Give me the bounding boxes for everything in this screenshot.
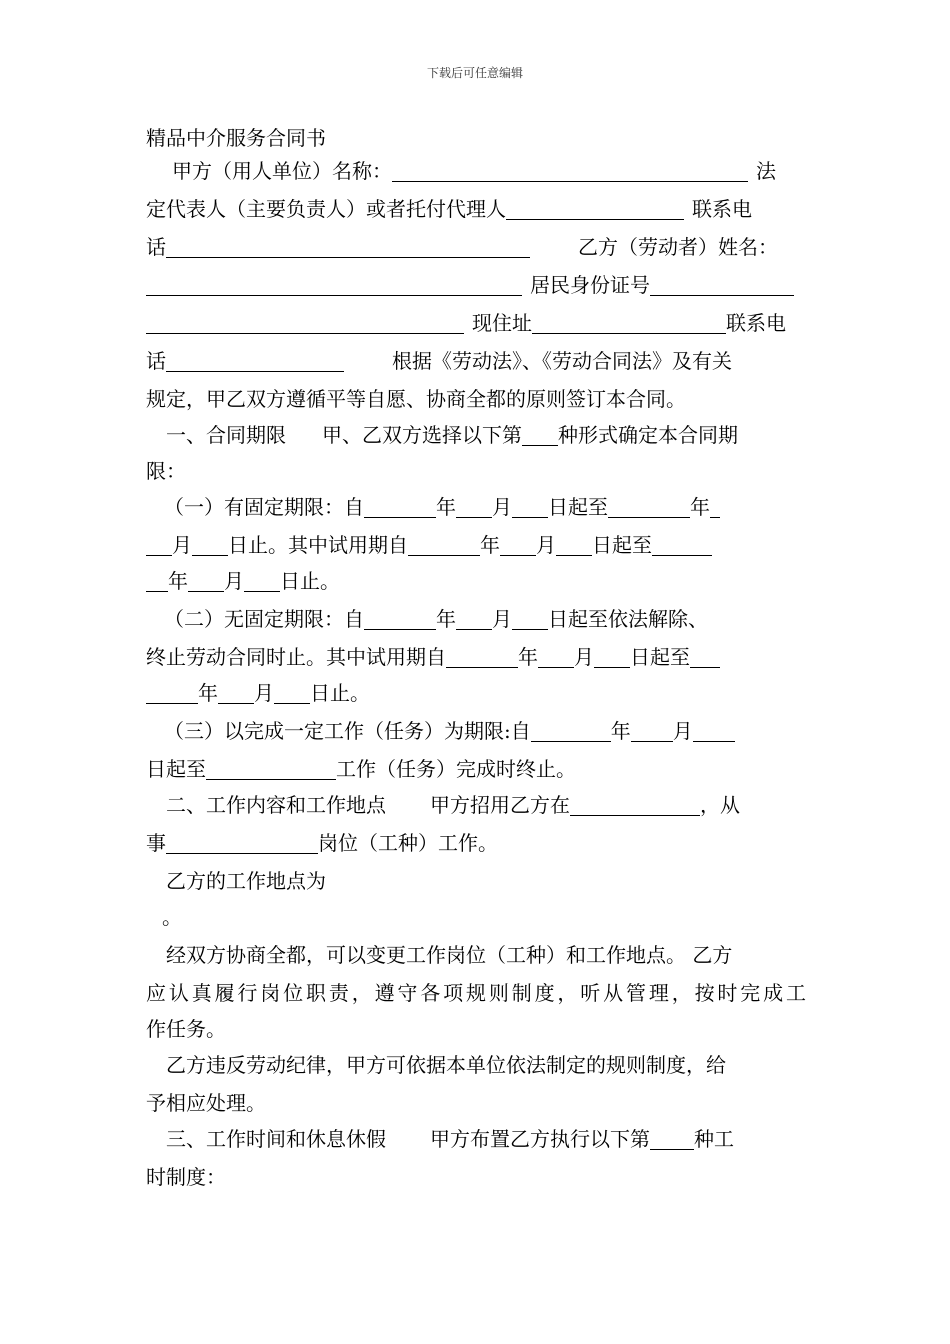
id-number-label: 居民身份证号 (530, 273, 650, 297)
line-text: 甲、乙双方选择以下第 (322, 423, 522, 447)
document-title: 精品中介服务合同书 (146, 126, 326, 150)
contract-line (146, 566, 806, 596)
line-text: 种工 (694, 1127, 734, 1151)
address-blank[interactable] (532, 311, 726, 334)
contract-line (146, 232, 806, 262)
contract-line (146, 156, 806, 186)
contract-line (146, 642, 806, 672)
line-text: 日止。其中试用期自 (228, 533, 408, 557)
line-text: 甲方招用乙方在 (430, 793, 570, 817)
line-text: （二）无固定期限：自 (164, 607, 364, 631)
date-blank[interactable] (500, 533, 536, 556)
date-blank[interactable] (594, 645, 630, 668)
party-a-name-blank[interactable] (392, 159, 748, 182)
line-text: （三）以完成一定工作（任务）为期限:自 (164, 719, 531, 743)
contract-line (146, 604, 806, 634)
line-text: 种形式确定本合同期 (558, 423, 738, 447)
date-blank[interactable] (146, 681, 198, 704)
date-blank[interactable] (146, 569, 168, 592)
line-text: 予相应处理。 (146, 1091, 266, 1115)
line-text: 日起至 (146, 757, 206, 781)
date-blank[interactable] (364, 607, 436, 630)
work-hours-type-blank[interactable] (650, 1127, 694, 1150)
line-text: ，从 (700, 793, 740, 817)
line-text: 月 (492, 495, 512, 519)
date-blank[interactable] (556, 533, 592, 556)
line-text: 年 (690, 495, 710, 519)
party-b-phone-blank[interactable] (166, 349, 344, 372)
task-blank[interactable] (206, 757, 336, 780)
date-blank[interactable] (456, 607, 492, 630)
date-blank[interactable] (690, 645, 720, 668)
legal-rep-blank[interactable] (506, 197, 684, 220)
line-text: （一）有固定期限：自 (164, 495, 364, 519)
date-blank[interactable] (244, 569, 280, 592)
line-text: 年 (518, 645, 538, 669)
line-text: 事 (146, 831, 166, 855)
contract-line (146, 940, 806, 970)
address-label: 现住址 (472, 311, 532, 335)
position-blank[interactable] (166, 831, 318, 854)
line-text: 月 (224, 569, 244, 593)
line-text: 乙方的工作地点为 (166, 869, 326, 893)
line-text: 年 (198, 681, 218, 705)
line-text: 月 (672, 719, 693, 743)
date-blank[interactable] (364, 495, 436, 518)
line-text: 作任务。 (146, 1017, 226, 1041)
date-blank[interactable] (446, 645, 518, 668)
line-text: 月 (172, 533, 192, 557)
page-header-note: 下载后可任意编辑 (426, 66, 523, 80)
line-text: 法 (756, 159, 776, 183)
date-blank[interactable] (192, 533, 228, 556)
contract-line (146, 678, 806, 708)
employer-place-blank[interactable] (570, 793, 700, 816)
date-blank[interactable] (693, 719, 735, 742)
contract-line (146, 866, 806, 896)
line-text: 岗位（工种）工作。 (318, 831, 498, 855)
contract-line (146, 420, 806, 450)
contract-line (146, 194, 806, 224)
contract-line (146, 492, 806, 522)
line-text: 联系电 (726, 311, 786, 335)
line-text: 乙方违反劳动纪律，甲方可依据本单位依法制定的规则制度，给 (166, 1053, 726, 1077)
line-text: 年 (610, 719, 631, 743)
line-text: 经双方协商全都，可以变更工作岗位（工种）和工作地点。 乙方 (166, 943, 733, 967)
party-b-name-label: 乙方（劳动者）姓名： (578, 235, 778, 259)
contract-line (146, 456, 806, 486)
date-blank[interactable] (512, 495, 548, 518)
date-blank[interactable] (710, 495, 720, 518)
line-text: 月 (492, 607, 512, 631)
line-text: 话 (146, 235, 166, 259)
date-blank[interactable] (274, 681, 310, 704)
line-text: 甲方布置乙方执行以下第 (430, 1127, 650, 1151)
contract-line (146, 308, 806, 338)
date-blank[interactable] (218, 681, 254, 704)
party-b-name-blank[interactable] (146, 273, 522, 296)
contract-line (146, 1124, 806, 1154)
contract-line (146, 754, 806, 784)
line-text: 日止。 (310, 681, 370, 705)
line-text: 月 (574, 645, 594, 669)
date-blank[interactable] (652, 533, 712, 556)
contract-line (146, 270, 806, 300)
section-heading-hours: 三、工作时间和休息休假 (166, 1127, 386, 1151)
line-text: 规定，甲乙双方遵循平等自愿、协商全都的原则签订本合同。 (146, 387, 686, 411)
date-blank[interactable] (188, 569, 224, 592)
contract-line (146, 790, 806, 820)
party-a-name-label: 甲方（用人单位）名称： (172, 159, 392, 183)
line-text: 根据《劳动法》、《劳动合同法》及有关 (392, 349, 732, 373)
line-text: 年 (168, 569, 188, 593)
contract-line (146, 902, 806, 932)
contract-line (146, 1050, 806, 1080)
id-number-blank-cont[interactable] (146, 311, 464, 334)
line-text: 话 (146, 349, 166, 373)
contract-line (146, 1162, 806, 1192)
line-text: 日起至 (592, 533, 652, 557)
id-number-blank[interactable] (650, 273, 794, 296)
line-text: 日起至 (548, 495, 608, 519)
section-heading-work: 二、工作内容和工作地点 (166, 793, 386, 817)
date-blank[interactable] (512, 607, 548, 630)
contract-line (146, 346, 806, 376)
contract-line (146, 1014, 806, 1044)
line-text: 年 (480, 533, 500, 557)
line-text: 联系电 (692, 197, 752, 221)
date-blank[interactable] (408, 533, 480, 556)
date-blank[interactable] (538, 645, 574, 668)
line-text: 日起至 (630, 645, 690, 669)
contract-line (146, 530, 806, 560)
date-blank[interactable] (456, 495, 492, 518)
legal-rep-label: 定代表人（主要负责人）或者托付代理人 (146, 197, 506, 221)
contract-line (146, 384, 806, 414)
line-text: 工作（任务）完成时终止。 (336, 757, 576, 781)
date-blank[interactable] (631, 719, 673, 742)
line-text: 时制度： (146, 1165, 226, 1189)
line-text: 日止。 (280, 569, 340, 593)
party-a-phone-blank[interactable] (166, 235, 530, 258)
contract-line (146, 716, 806, 746)
line-text: 应认真履行岗位职责，遵守各项规则制度，听从管理，按时完成工 (146, 981, 806, 1005)
contract-line (146, 1088, 806, 1118)
date-blank[interactable] (531, 719, 611, 742)
contract-line (146, 828, 806, 858)
date-blank[interactable] (608, 495, 690, 518)
line-text: 年 (436, 495, 456, 519)
line-text: 月 (254, 681, 274, 705)
line-text: 月 (536, 533, 556, 557)
section-heading-term: 一、合同期限 (166, 423, 286, 447)
line-text: 日起至依法解除、 (548, 607, 708, 631)
term-type-blank[interactable] (522, 423, 558, 446)
line-text: 限： (146, 459, 186, 483)
line-text: 年 (436, 607, 456, 631)
date-blank[interactable] (146, 533, 172, 556)
line-text: 。 (162, 905, 182, 929)
line-text: 终止劳动合同时止。其中试用期自 (146, 645, 446, 669)
contract-line (146, 978, 806, 1008)
